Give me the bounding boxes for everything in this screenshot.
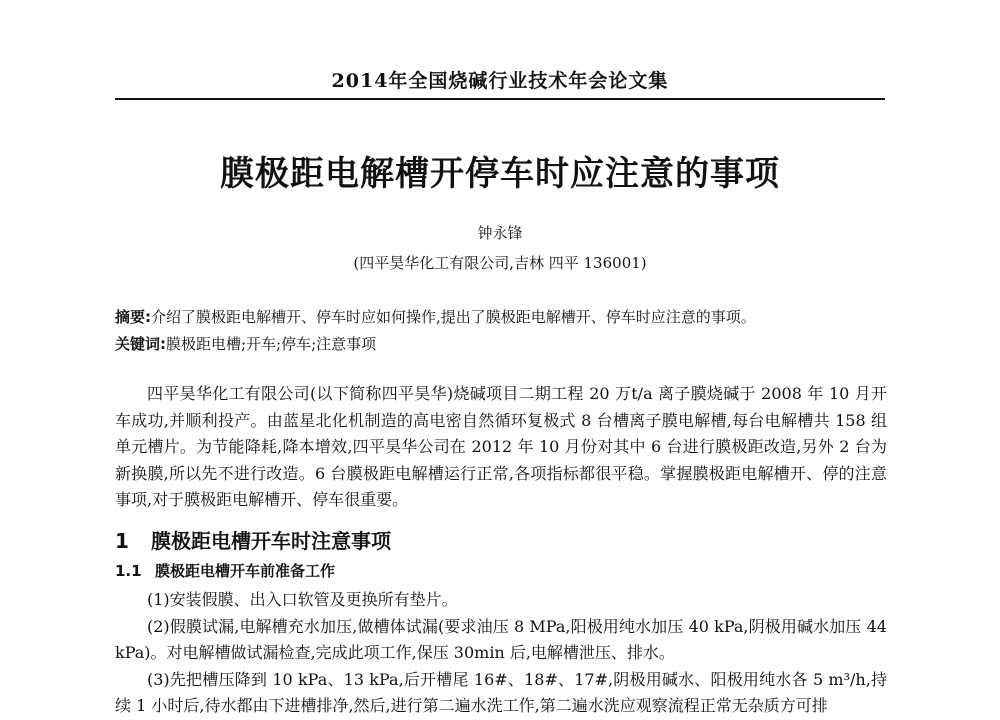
intro-paragraph: 四平昊华化工有限公司(以下简称四平昊华)烧碱项目二期工程 20 万t/a 离子膜烧碱于 2008 年 10 月开车成功,并顺利投产。由蓝星北化机制造的高电密自然循环复极式 8 台槽离子膜电解槽,每台电解槽共 158 组单元槽片。为节能降耗,降本增效,四平昊华公司在 2012 年 10 月份对其中 6 台进行膜极距改造,另外 2 台为新换膜,所以先不进行改造。6 台膜极距电解槽运行正常,各项指标都很平稳。掌握膜极距电解槽开、停的注意事项,对于膜极距电解槽开、停车很重要。: [115, 384, 887, 510]
step-item: (2)假膜试漏,电解槽充水加压,做槽体试漏(要求油压 8 MPa,阳极用纯水加压 40 kPa,阴极用碱水加压 44 kPa)。对电解槽做试漏检查,完成此项工作,保压 30min 后,电解槽泄压、排水。: [115, 616, 887, 663]
subsection-title: 膜极距电槽开车前准备工作: [155, 562, 336, 580]
keywords: [115, 333, 890, 354]
abstract: [115, 306, 890, 327]
section-heading-1: [115, 525, 391, 554]
running-header: 2014年全国烧碱行业技术年会论文集: [331, 70, 669, 92]
keywords-text: 膜极距电槽;开车;停车;注意事项: [166, 335, 377, 353]
section-title: 膜极距电槽开车时注意事项: [151, 529, 391, 553]
subsection-number: 1.1: [115, 562, 142, 580]
section-number: 1: [115, 529, 129, 553]
abstract-label: 摘要:: [115, 308, 151, 326]
steps-list: [115, 587, 887, 720]
keywords-label: 关键词:: [115, 335, 166, 353]
step-item: (3)先把槽压降到 10 kPa、13 kPa,后开槽尾 16#、18#、17#,阴极用碱水、阳极用纯水各 5 m³/h,持续 1 小时后,待水都由下进槽排净,然后,进行第二遍水洗工作,第二遍水洗应观察流程正常无杂质方可排: [115, 669, 887, 716]
header-rule: [115, 98, 885, 100]
abstract-text: 介绍了膜极距电解槽开、停车时应如何操作,提出了膜极距电解槽开、停车时应注意的事项。: [151, 308, 756, 326]
intro-section: [115, 381, 887, 514]
author-affiliation: (四平昊华化工有限公司,吉林 四平 136001): [353, 254, 647, 272]
paper-title: 膜极距电解槽开停车时应注意的事项: [220, 154, 780, 194]
subsection-heading-1-1: [115, 560, 335, 581]
author-name: 钟永锋: [477, 224, 523, 242]
step-item: (1)安装假膜、出入口软管及更换所有垫片。: [147, 590, 458, 609]
